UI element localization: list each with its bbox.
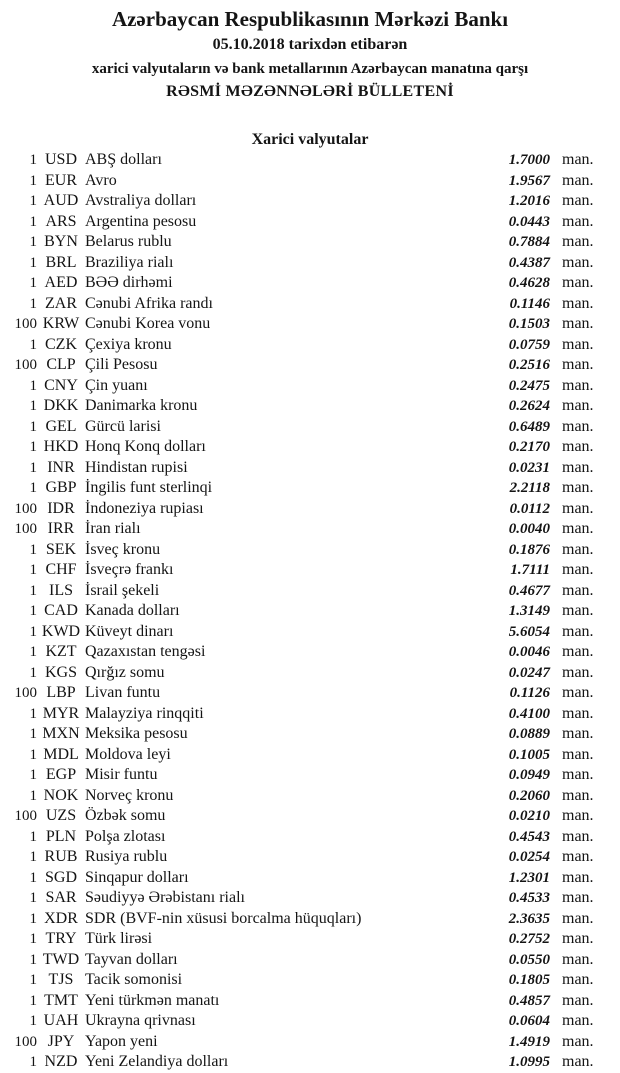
unit-cell: man. bbox=[562, 807, 594, 824]
currency-code-cell: CNY bbox=[44, 376, 78, 394]
rate-row bbox=[0, 519, 620, 540]
unit-cell: man. bbox=[562, 479, 594, 496]
rate-value-cell: 1.3149 bbox=[508, 603, 550, 619]
currency-code-cell: UAH bbox=[43, 1012, 79, 1029]
rate-value-cell: 0.0254 bbox=[508, 849, 550, 865]
quantity-cell: 1 bbox=[29, 254, 37, 271]
rate-value-cell: 0.0604 bbox=[508, 1013, 550, 1029]
currency-code-cell: SGD bbox=[44, 868, 77, 886]
quantity-cell: 1 bbox=[29, 152, 37, 168]
quantity-cell: 1 bbox=[29, 1054, 37, 1070]
currency-code-cell: MYR bbox=[42, 704, 80, 722]
quantity-cell: 1 bbox=[29, 623, 37, 640]
currency-name-cell: SDR (BVF-nin xüsusi borcalma hüquqları) bbox=[85, 909, 362, 927]
bank-title: Azərbaycan Respublikasının Mərkəzi Bankı bbox=[111, 7, 509, 31]
currency-code-cell: DKK bbox=[43, 397, 79, 414]
currency-code-cell: KGS bbox=[44, 663, 77, 681]
rate-row bbox=[0, 150, 620, 171]
currency-code-cell: KRW bbox=[42, 315, 80, 332]
quantity-cell: 1 bbox=[29, 890, 37, 906]
rate-value-cell: 0.7884 bbox=[508, 234, 550, 250]
rate-value-cell: 1.0995 bbox=[508, 1054, 550, 1070]
rate-value-cell: 0.2624 bbox=[508, 398, 550, 414]
currency-code-cell: XDR bbox=[44, 909, 78, 927]
rate-value-cell: 0.0550 bbox=[508, 951, 550, 968]
quantity-cell: 1 bbox=[29, 336, 37, 353]
rate-row bbox=[0, 827, 620, 848]
currency-name-cell: Danimarka kronu bbox=[85, 397, 198, 414]
rate-value-cell: 0.2516 bbox=[508, 357, 550, 373]
currency-code-cell: SEK bbox=[45, 540, 77, 558]
rate-row bbox=[0, 622, 620, 643]
rate-row bbox=[0, 232, 620, 253]
currency-name-cell: Özbək somu bbox=[85, 807, 166, 824]
currency-name-cell: Qazaxıstan tengəsi bbox=[85, 643, 206, 660]
currency-code-cell: MDL bbox=[43, 745, 79, 763]
rate-value-cell: 0.0443 bbox=[508, 213, 550, 230]
unit-cell: man. bbox=[562, 643, 594, 660]
currency-name-cell: Braziliya rialı bbox=[85, 253, 174, 271]
rate-value-cell: 1.9567 bbox=[508, 172, 550, 189]
rate-value-cell: 0.1005 bbox=[508, 746, 550, 763]
rate-row bbox=[0, 847, 620, 868]
currency-code-cell: BRL bbox=[45, 253, 77, 271]
currency-code-cell: UZS bbox=[45, 807, 77, 824]
unit-cell: man. bbox=[562, 397, 594, 414]
rate-row bbox=[0, 417, 620, 438]
unit-cell: man. bbox=[562, 1032, 594, 1050]
unit-cell: man. bbox=[562, 1053, 594, 1070]
rate-value-cell: 0.0889 bbox=[508, 726, 550, 742]
bulletin-header bbox=[0, 0, 620, 150]
unit-cell: man. bbox=[562, 335, 594, 353]
unit-cell: man. bbox=[562, 991, 594, 1009]
rate-value-cell: 0.0231 bbox=[508, 459, 550, 476]
currency-name-cell: İran rialı bbox=[85, 520, 141, 537]
currency-name-cell: Ukrayna qrivnası bbox=[85, 1012, 196, 1029]
unit-cell: man. bbox=[562, 848, 594, 865]
quantity-cell: 1 bbox=[29, 213, 37, 230]
quantity-cell: 1 bbox=[29, 603, 37, 619]
quantity-cell: 1 bbox=[29, 644, 37, 660]
currency-code-cell: TWD bbox=[42, 950, 80, 968]
rate-value-cell: 0.1503 bbox=[508, 316, 550, 332]
unit-cell: man. bbox=[562, 827, 594, 845]
unit-cell: man. bbox=[562, 294, 594, 312]
unit-cell: man. bbox=[562, 253, 594, 271]
rate-row bbox=[0, 314, 620, 335]
currency-name-cell: BƏƏ dirhəmi bbox=[85, 274, 173, 291]
rate-row bbox=[0, 601, 620, 622]
quantity-cell: 1 bbox=[29, 172, 37, 189]
rate-row bbox=[0, 212, 620, 233]
rate-row bbox=[0, 663, 620, 684]
rate-row bbox=[0, 540, 620, 561]
quantity-cell: 1 bbox=[29, 767, 37, 783]
currency-name-cell: Misir funtu bbox=[85, 766, 158, 783]
currency-name-cell: Rusiya rublu bbox=[85, 848, 168, 865]
rate-row bbox=[0, 806, 620, 827]
rate-row bbox=[0, 458, 620, 479]
currency-name-cell: Səudiyyə Ərəbistanı rialı bbox=[85, 889, 245, 906]
unit-cell: man. bbox=[562, 950, 594, 968]
unit-cell: man. bbox=[562, 868, 594, 886]
rate-row bbox=[0, 581, 620, 602]
rate-row bbox=[0, 909, 620, 930]
quantity-cell: 100 bbox=[14, 316, 37, 332]
rate-row bbox=[0, 560, 620, 581]
rate-row bbox=[0, 991, 620, 1012]
currency-code-cell: EUR bbox=[45, 171, 77, 189]
currency-code-cell: AED bbox=[44, 274, 78, 291]
quantity-cell: 1 bbox=[29, 377, 37, 394]
currency-code-cell: KZT bbox=[45, 643, 77, 660]
currency-name-cell: Yeni Zelandiya dolları bbox=[85, 1053, 229, 1070]
rate-value-cell: 0.4387 bbox=[508, 254, 550, 271]
currency-name-cell: Meksika pesosu bbox=[85, 725, 188, 742]
quantity-cell: 1 bbox=[29, 439, 37, 455]
quantity-cell: 1 bbox=[29, 582, 37, 599]
rate-row bbox=[0, 724, 620, 745]
currency-code-cell: EGP bbox=[45, 766, 77, 783]
currency-code-cell: CLP bbox=[46, 356, 76, 373]
unit-cell: man. bbox=[562, 1012, 594, 1029]
rate-value-cell: 2.2118 bbox=[509, 480, 550, 496]
currency-name-cell: Gürcü larisi bbox=[85, 417, 161, 435]
currency-code-cell: CZK bbox=[45, 335, 77, 353]
rate-value-cell: 0.0112 bbox=[509, 500, 550, 517]
currency-code-cell: GBP bbox=[45, 479, 77, 496]
unit-cell: man. bbox=[562, 704, 594, 722]
rate-row bbox=[0, 396, 620, 417]
currency-name-cell: Argentina pesosu bbox=[85, 212, 197, 230]
unit-cell: man. bbox=[562, 909, 594, 927]
unit-cell: man. bbox=[562, 274, 594, 291]
quantity-cell: 1 bbox=[29, 1013, 37, 1029]
rate-row bbox=[0, 929, 620, 950]
quantity-cell: 1 bbox=[29, 480, 37, 496]
rate-row bbox=[0, 868, 620, 889]
quantity-cell: 1 bbox=[29, 664, 37, 681]
rate-value-cell: 0.0046 bbox=[508, 644, 550, 660]
unit-cell: man. bbox=[562, 581, 594, 599]
rate-value-cell: 0.2475 bbox=[508, 377, 550, 394]
currency-name-cell: Türk lirəsi bbox=[85, 930, 153, 947]
quantity-cell: 1 bbox=[29, 459, 37, 476]
rate-row bbox=[0, 745, 620, 766]
currency-name-cell: Sinqapur dolları bbox=[85, 868, 189, 886]
currency-name-cell: İndoneziya rupiası bbox=[85, 499, 204, 517]
rate-row bbox=[0, 273, 620, 294]
currency-name-cell: Yapon yeni bbox=[85, 1032, 158, 1050]
rate-value-cell: 2.3635 bbox=[508, 910, 550, 927]
unit-cell: man. bbox=[562, 622, 594, 640]
quantity-cell: 1 bbox=[29, 398, 37, 414]
rate-value-cell: 1.7000 bbox=[508, 152, 550, 168]
rate-value-cell: 0.2170 bbox=[508, 439, 550, 455]
currency-code-cell: SAR bbox=[45, 889, 77, 906]
rate-value-cell: 1.2301 bbox=[508, 869, 550, 886]
currency-name-cell: Tacik somonisi bbox=[85, 971, 183, 988]
quantity-cell: 1 bbox=[29, 951, 37, 968]
quantity-cell: 100 bbox=[14, 808, 37, 824]
currency-code-cell: JPY bbox=[47, 1032, 75, 1050]
rate-value-cell: 0.6489 bbox=[508, 418, 550, 435]
unit-cell: man. bbox=[562, 438, 594, 455]
rates-table bbox=[0, 150, 620, 1073]
currency-name-cell: Cənubi Afrika randı bbox=[85, 294, 213, 312]
currency-code-cell: TRY bbox=[45, 930, 77, 947]
rate-row bbox=[0, 642, 620, 663]
currency-name-cell: İsrail şekeli bbox=[85, 581, 160, 599]
currency-code-cell: AUD bbox=[43, 192, 79, 209]
rate-value-cell: 0.1876 bbox=[508, 541, 550, 558]
currency-code-cell: HKD bbox=[43, 438, 79, 455]
quantity-cell: 100 bbox=[14, 500, 37, 517]
rate-value-cell: 1.2016 bbox=[508, 193, 550, 209]
unit-cell: man. bbox=[562, 971, 594, 988]
unit-cell: man. bbox=[562, 725, 594, 742]
unit-cell: man. bbox=[562, 417, 594, 435]
currency-name-cell: Çin yuanı bbox=[85, 376, 148, 394]
unit-cell: man. bbox=[562, 786, 594, 804]
quantity-cell: 1 bbox=[29, 562, 37, 578]
quantity-cell: 1 bbox=[29, 787, 37, 804]
currency-name-cell: Honq Konq dolları bbox=[85, 438, 206, 455]
rate-row bbox=[0, 294, 620, 315]
rate-value-cell: 0.1126 bbox=[509, 685, 550, 701]
currency-name-cell: Avro bbox=[85, 171, 117, 189]
unit-cell: man. bbox=[562, 766, 594, 783]
currency-name-cell: Moldova leyi bbox=[85, 745, 171, 763]
currency-name-cell: İsveç kronu bbox=[85, 540, 161, 558]
rate-value-cell: 0.4533 bbox=[508, 890, 550, 906]
currency-name-cell: Hindistan rupisi bbox=[85, 458, 188, 476]
rate-row bbox=[0, 786, 620, 807]
rate-value-cell: 0.1805 bbox=[508, 972, 550, 988]
currency-name-cell: Avstraliya dolları bbox=[85, 192, 197, 209]
unit-cell: man. bbox=[562, 171, 594, 189]
rate-row bbox=[0, 499, 620, 520]
currency-code-cell: LBP bbox=[46, 684, 76, 701]
quantity-cell: 1 bbox=[29, 931, 37, 947]
quantity-cell: 1 bbox=[29, 746, 37, 763]
rate-value-cell: 0.4857 bbox=[508, 992, 550, 1009]
rate-value-cell: 0.0040 bbox=[508, 521, 550, 537]
rate-row bbox=[0, 191, 620, 212]
quantity-cell: 100 bbox=[14, 685, 37, 701]
currency-code-cell: TMT bbox=[44, 991, 78, 1009]
rate-row bbox=[0, 970, 620, 991]
currency-name-cell: İngilis funt sterlinqi bbox=[85, 479, 213, 496]
unit-cell: man. bbox=[562, 520, 594, 537]
currency-code-cell: ZAR bbox=[45, 294, 77, 312]
rate-row bbox=[0, 376, 620, 397]
quantity-cell: 1 bbox=[29, 992, 37, 1009]
unit-cell: man. bbox=[562, 930, 594, 947]
rate-row bbox=[0, 888, 620, 909]
currency-code-cell: GEL bbox=[45, 417, 77, 435]
bulletin-title: RƏSMİ MƏZƏNNƏLƏRİ BÜLLETENİ bbox=[166, 83, 454, 100]
section-title: Xarici valyutalar bbox=[251, 131, 369, 148]
rate-row bbox=[0, 704, 620, 725]
rate-row bbox=[0, 171, 620, 192]
quantity-cell: 100 bbox=[14, 357, 37, 373]
rate-value-cell: 5.6054 bbox=[508, 623, 550, 640]
quantity-cell: 1 bbox=[29, 869, 37, 886]
currency-name-cell: Çexiya kronu bbox=[85, 335, 172, 353]
quantity-cell: 1 bbox=[29, 849, 37, 865]
currency-code-cell: IRR bbox=[47, 520, 75, 537]
rate-value-cell: 0.0949 bbox=[508, 767, 550, 783]
unit-cell: man. bbox=[562, 376, 594, 394]
currency-code-cell: CAD bbox=[44, 602, 78, 619]
unit-cell: man. bbox=[562, 602, 594, 619]
currency-code-cell: TJS bbox=[48, 971, 74, 988]
unit-cell: man. bbox=[562, 889, 594, 906]
rate-value-cell: 0.2752 bbox=[508, 931, 550, 947]
currency-code-cell: NOK bbox=[43, 786, 79, 804]
unit-cell: man. bbox=[562, 499, 594, 517]
currency-name-cell: İsveçrə frankı bbox=[85, 561, 174, 578]
rate-value-cell: 0.4100 bbox=[508, 705, 550, 722]
quantity-cell: 100 bbox=[14, 521, 37, 537]
rate-row bbox=[0, 765, 620, 786]
rate-value-cell: 0.1146 bbox=[509, 295, 550, 312]
rate-row bbox=[0, 1032, 620, 1053]
unit-cell: man. bbox=[562, 540, 594, 558]
currency-code-cell: ARS bbox=[45, 212, 77, 230]
unit-cell: man. bbox=[562, 561, 594, 578]
currency-code-cell: USD bbox=[44, 151, 77, 168]
quantity-cell: 1 bbox=[29, 295, 37, 312]
quantity-cell: 1 bbox=[29, 726, 37, 742]
currency-code-cell: ILS bbox=[49, 581, 73, 599]
rate-row bbox=[0, 1052, 620, 1073]
rate-value-cell: 0.4543 bbox=[508, 828, 550, 845]
subject-line: xarici valyutaların və bank metallarının Azərbaycan manatına qarşı bbox=[91, 61, 529, 77]
currency-code-cell: INR bbox=[47, 458, 75, 476]
unit-cell: man. bbox=[562, 233, 594, 250]
currency-code-cell: BYN bbox=[44, 233, 78, 250]
currency-name-cell: ABŞ dolları bbox=[85, 151, 162, 168]
quantity-cell: 1 bbox=[29, 705, 37, 722]
rate-row bbox=[0, 335, 620, 356]
currency-code-cell: KWD bbox=[41, 622, 81, 640]
rate-value-cell: 0.0759 bbox=[508, 336, 550, 353]
currency-code-cell: PLN bbox=[45, 827, 77, 845]
rate-row bbox=[0, 683, 620, 704]
currency-name-cell: Polşa zlotası bbox=[85, 827, 166, 845]
unit-cell: man. bbox=[562, 663, 594, 681]
unit-cell: man. bbox=[562, 212, 594, 230]
currency-name-cell: Cənubi Korea vonu bbox=[85, 315, 211, 332]
rate-value-cell: 0.4628 bbox=[508, 275, 550, 291]
effective-date-line: 05.10.2018 tarixdən etibarən bbox=[212, 36, 408, 53]
rate-row bbox=[0, 253, 620, 274]
unit-cell: man. bbox=[562, 192, 594, 209]
currency-name-cell: Malayziya rinqqiti bbox=[85, 704, 204, 722]
quantity-cell: 1 bbox=[29, 828, 37, 845]
quantity-cell: 1 bbox=[29, 418, 37, 435]
currency-name-cell: Tayvan dolları bbox=[85, 950, 178, 968]
currency-name-cell: Qırğız somu bbox=[85, 663, 165, 681]
rate-row bbox=[0, 478, 620, 499]
rate-value-cell: 0.2060 bbox=[508, 787, 550, 804]
rate-value-cell: 0.0247 bbox=[508, 664, 550, 681]
rate-value-cell: 0.0210 bbox=[508, 808, 550, 824]
quantity-cell: 1 bbox=[29, 234, 37, 250]
quantity-cell: 1 bbox=[29, 972, 37, 988]
quantity-cell: 100 bbox=[14, 1033, 37, 1050]
currency-code-cell: CHF bbox=[45, 561, 77, 578]
quantity-cell: 1 bbox=[29, 275, 37, 291]
unit-cell: man. bbox=[562, 745, 594, 763]
rate-row bbox=[0, 437, 620, 458]
currency-code-cell: IDR bbox=[47, 499, 75, 517]
currency-name-cell: Yeni türkmən manatı bbox=[85, 991, 220, 1009]
unit-cell: man. bbox=[562, 458, 594, 476]
rate-row bbox=[0, 1011, 620, 1032]
currency-code-cell: MXN bbox=[42, 725, 80, 742]
quantity-cell: 1 bbox=[29, 910, 37, 927]
unit-cell: man. bbox=[562, 315, 594, 332]
rate-value-cell: 1.7111 bbox=[510, 562, 550, 578]
currency-name-cell: Küveyt dinarı bbox=[85, 622, 174, 640]
currency-code-cell: NZD bbox=[44, 1053, 78, 1070]
currency-name-cell: Livan funtu bbox=[85, 684, 161, 701]
quantity-cell: 1 bbox=[29, 541, 37, 558]
unit-cell: man. bbox=[562, 684, 594, 701]
quantity-cell: 1 bbox=[29, 193, 37, 209]
unit-cell: man. bbox=[562, 151, 594, 168]
rate-value-cell: 0.4677 bbox=[508, 582, 550, 599]
currency-name-cell: Çili Pesosu bbox=[85, 356, 158, 373]
currency-name-cell: Belarus rublu bbox=[85, 233, 172, 250]
rate-row bbox=[0, 950, 620, 971]
currency-name-cell: Norveç kronu bbox=[85, 786, 174, 804]
currency-code-cell: RUB bbox=[44, 848, 78, 865]
unit-cell: man. bbox=[562, 356, 594, 373]
rate-row bbox=[0, 355, 620, 376]
rate-value-cell: 1.4919 bbox=[508, 1033, 550, 1050]
currency-name-cell: Kanada dolları bbox=[85, 602, 180, 619]
